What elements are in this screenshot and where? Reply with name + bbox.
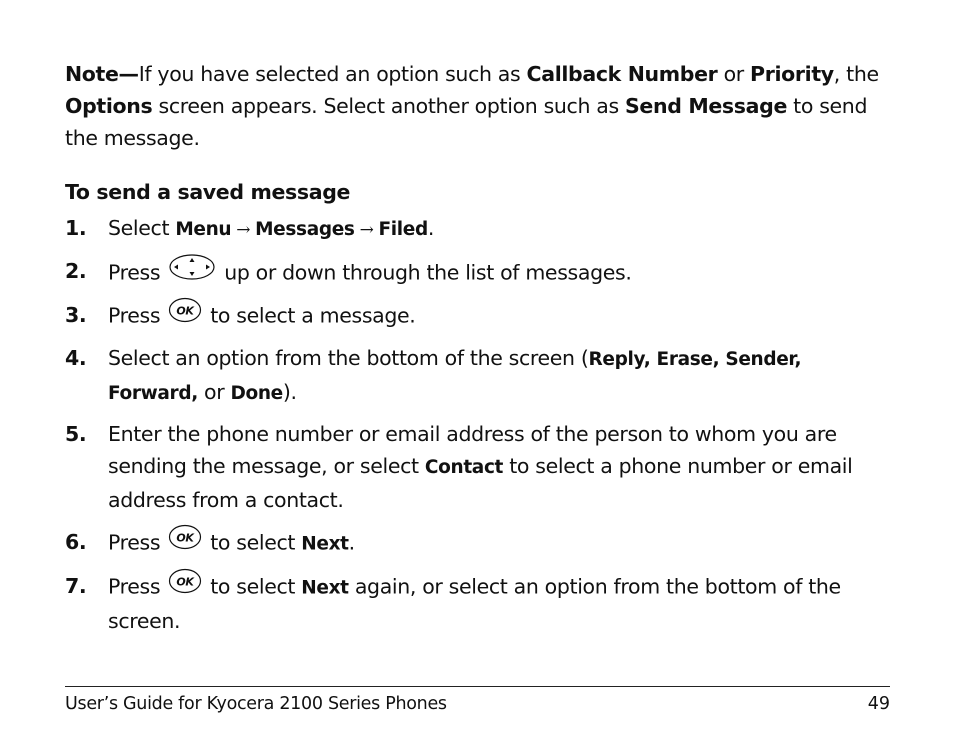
callback-number-term: Callback Number [526, 62, 718, 86]
page-number: 49 [867, 694, 890, 714]
ok-key-icon [168, 524, 202, 559]
svg-text:OK: OK [176, 575, 194, 589]
step-text: Press OK to select Next. [108, 526, 888, 561]
options-term: Options [65, 94, 153, 118]
priority-term: Priority [750, 62, 834, 86]
next-term: Next [301, 577, 349, 599]
messages-term: Messages [255, 219, 355, 240]
note-lead: Note— [65, 62, 139, 86]
ok-key-icon [168, 568, 202, 603]
step-number: 5. [65, 422, 87, 446]
next-term: Next [301, 533, 349, 555]
step-text: Press OK to select Next again, or select an option from the bottom of the screen. [108, 570, 888, 637]
svg-text:OK: OK [176, 531, 194, 545]
done-term: Done [230, 383, 283, 404]
step-number: 1. [65, 216, 87, 240]
svg-text:OK: OK [176, 304, 194, 318]
footer-title: User’s Guide for Kyocera 2100 Series Phones [65, 694, 447, 714]
step-text: Press up or down through the list of messages. [108, 255, 888, 292]
step-number: 3. [65, 303, 87, 327]
step-number: 2. [65, 259, 87, 283]
arrow-icon: → [359, 220, 374, 240]
step-number: 6. [65, 530, 87, 554]
step-number: 7. [65, 574, 87, 598]
contact-term: Contact [424, 457, 504, 478]
step-text: Select Menu → Messages → Filed. [108, 216, 435, 240]
arrow-icon: → [236, 220, 251, 240]
send-message-term: Send Message [625, 94, 787, 118]
footer-divider [65, 686, 890, 687]
section-heading: To send a saved message [65, 180, 351, 204]
step-text: Enter the phone number or email address of the person to whom you are sending the message, or select Contact to select a phone number or email address from a contact. [108, 422, 853, 512]
reply-erase-sender-terms: Reply, Erase, Sender, [588, 349, 802, 370]
note-paragraph: Note—If you have selected an option such as Callback Number or Priority, the Options screen appears. Select another option such as Send Message to send the message. [65, 62, 879, 150]
navigation-key-icon [168, 253, 216, 290]
step-text: Press OK to select a message. [108, 299, 888, 334]
menu-term: Menu [175, 219, 232, 240]
step-number: 4. [65, 346, 87, 370]
filed-term: Filed [378, 219, 428, 240]
forward-term: Forward, [108, 383, 198, 404]
ok-key-icon [168, 297, 202, 332]
step-text: Select an option from the bottom of the screen (Reply, Erase, Sender, Forward, or Done). [108, 346, 802, 404]
